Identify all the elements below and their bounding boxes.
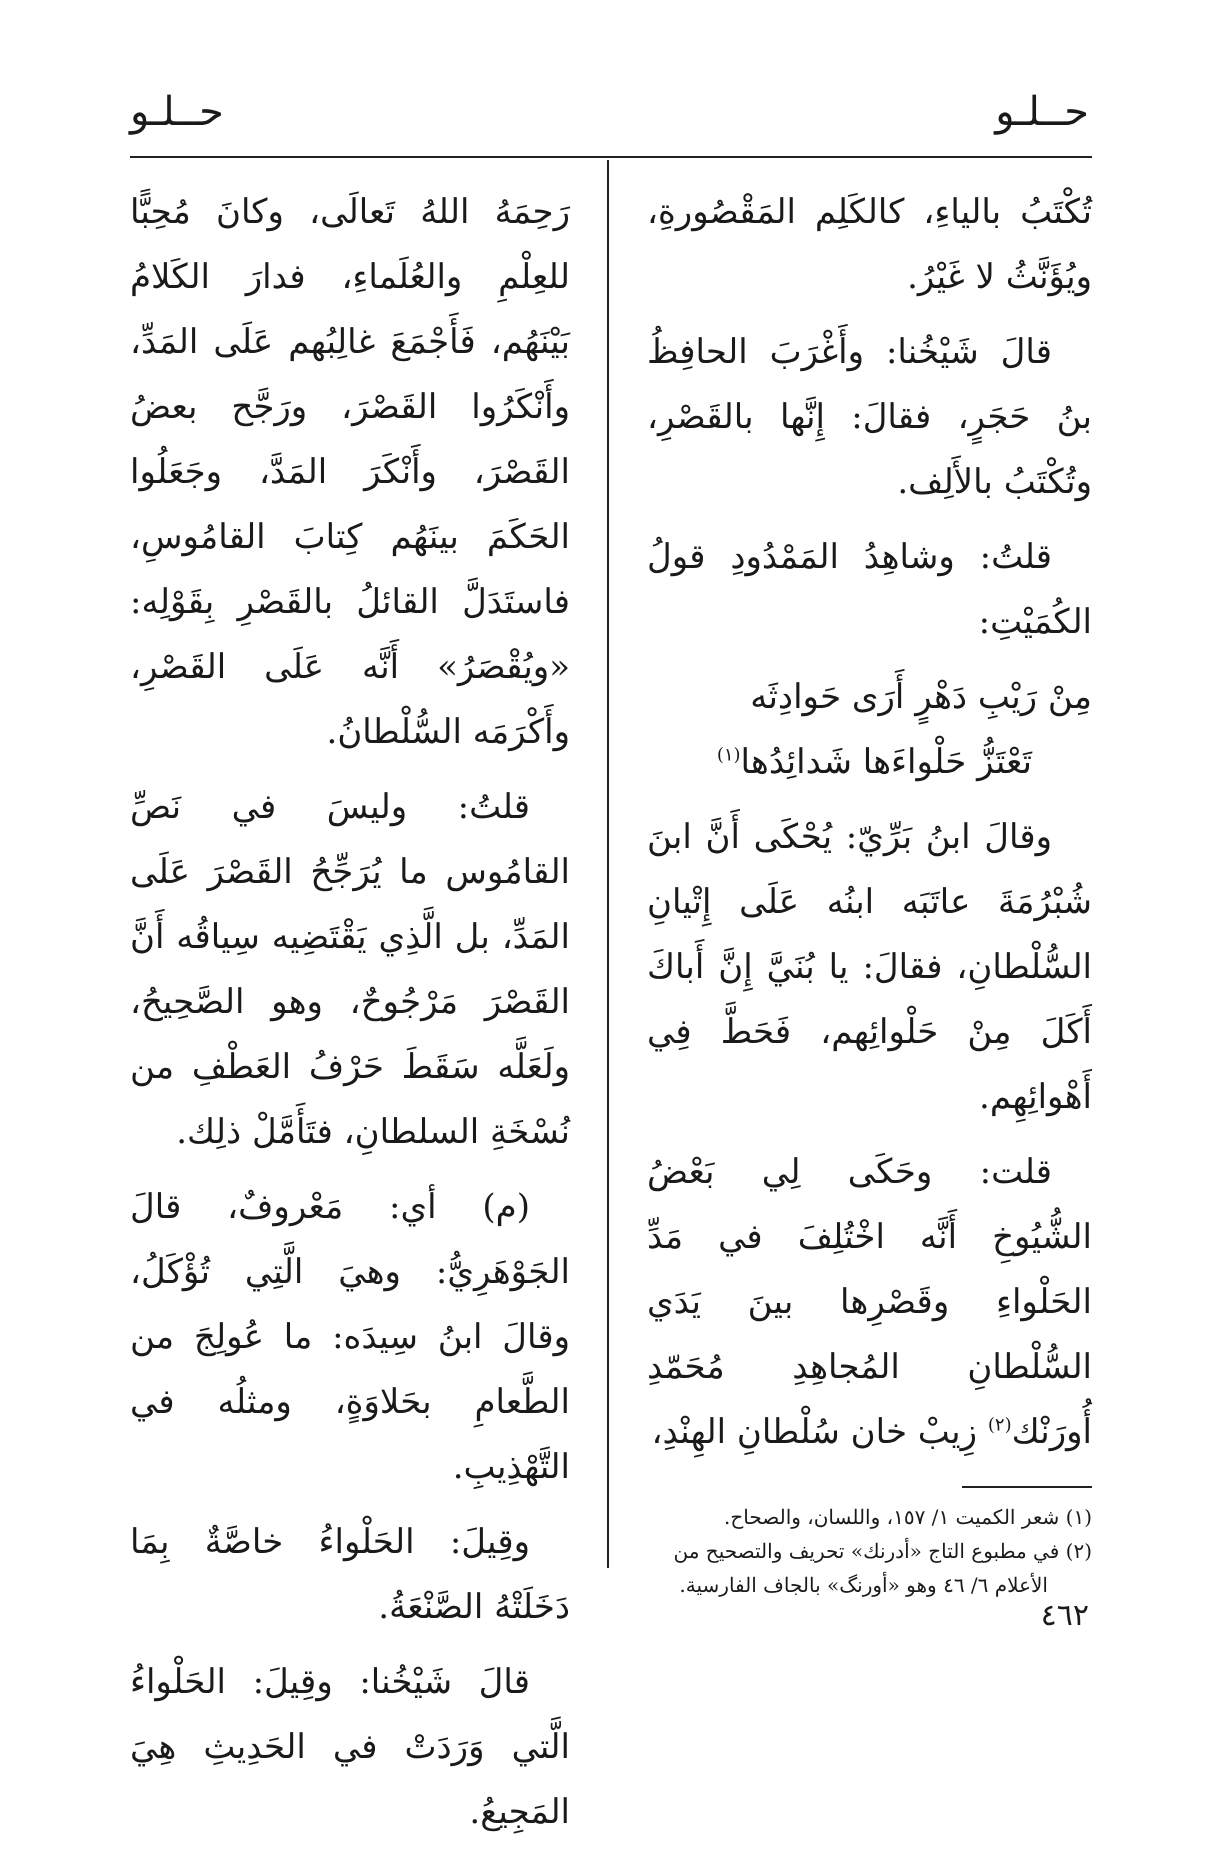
- column-divider: [607, 160, 609, 1568]
- verse-line-2-text: تَعْتَزُّ حَلْواءَها شَدائِدُها: [740, 742, 1032, 782]
- footnote-1: (١) شعر الكميت ١/ ١٥٧، واللسان، والصحاح.: [723, 1505, 1092, 1529]
- footnote-rule: [962, 1486, 1092, 1488]
- paragraph-text: قلت: وحَكَى لِي بَعْضُ الشُّيُوخِ أَنَّه اخْتُلِفَ في مَدِّ الحَلْواءِ وقَصْرِها بينَ يَدَي السُّلْطانِ المُجاهِدِ مُحَمّدِ أُورَنْك: [647, 1152, 1092, 1452]
- paragraph: وقِيلَ: الحَلْواءُ خاصَّةٌ بِمَا دَخَلَتْهُ الصَّنْعَةُ.: [130, 1522, 570, 1627]
- footnote-ref: (١): [716, 744, 741, 766]
- paragraph: قلتُ: وشاهِدُ المَمْدُودِ قولُ الكُمَيْتِ:: [647, 537, 1092, 642]
- right-column: [647, 180, 1092, 1475]
- verse: [647, 665, 1092, 795]
- header-rule: [130, 156, 1092, 158]
- footnote-2: (٢) في مطبوع التاج «أدرنك» تحريف والتصحيح من: [673, 1539, 1092, 1563]
- footnotes: [647, 1500, 1092, 1602]
- running-header-right: حــلـو: [995, 89, 1089, 135]
- paragraph: تُكْتَبُ بالياءِ، كالكَلِم المَقْصُورةِ، ويُؤَنَّثُ لا غَيْرُ.: [647, 192, 1092, 297]
- running-header-left: حــلـو: [130, 89, 224, 135]
- footnote-ref: (٢): [987, 1414, 1012, 1436]
- paragraph-text: زِيبْ خان سُلْطانِ الهِنْدِ،: [651, 1412, 988, 1452]
- paragraph: وقالَ ابنُ بَرِّيّ: يُحْكَى أَنَّ ابنَ شُبْرُمَةَ عاتَبَه ابنُه عَلَى إِتْيانِ السُّلْطانِ، فقالَ: يا بُنَيَّ إِنَّ أَباكَ أَكَلَ مِنْ حَلْوائِهم، فَحَطَّ فِي أَهْوائِهِم.: [647, 817, 1092, 1117]
- footnote-2-continued: الأعلام ٦/ ٤٦ وهو «أورنگ» بالجاف الفارسية.: [679, 1573, 1048, 1597]
- page-number: ٤٦٢: [1040, 1598, 1089, 1633]
- paragraph: قالَ شَيْخُنا: وأَغْرَبَ الحافِظُ بنُ حَجَرٍ، فقالَ: إِنَّها بالقَصْرِ، وتُكْتَبُ بالأَلِف.: [647, 332, 1092, 502]
- left-column: [130, 180, 570, 1855]
- paragraph: [647, 1140, 1092, 1465]
- paragraph: رَحِمَهُ اللهُ تَعالَى، وكانَ مُحِبًّا للعِلْمِ والعُلَماءِ، فدارَ الكَلامُ بَيْنَهُم، فَأَجْمَعَ غالِبُهم عَلَى المَدِّ، وأَنْكَرُوا القَصْرَ، ورَجَّح بعضُ القَصْرَ، وأَنْكَرَ المَدَّ، وجَعَلُوا الحَكَمَ بينَهُم كِتابَ القامُوسِ، فاستَدَلَّ القائلُ بالقَصْرِ بِقَوْلِه: «ويُقْصَرُ» أَنَّه عَلَى القَصْرِ، وأَكْرَمَه السُّلْطانُ.: [130, 192, 570, 752]
- paragraph: قلتُ: وليسَ في نَصِّ القامُوس ما يُرَجِّحُ القَصْرَ عَلَى المَدِّ، بل الَّذِي يَقْتَضِيه سِياقُه أَنَّ القَصْرَ مَرْجُوحٌ، وهو الصَّحِيحُ، ولَعَلَّه سَقَطَ حَرْفُ العَطْفِ من نُسْخَةِ السلطانِ، فتَأَمَّلْ ذلِك.: [130, 787, 570, 1152]
- paragraph: قالَ شَيْخُنا: وقِيلَ: الحَلْواءُ الَّتي وَرَدَتْ في الحَدِيثِ هِيَ المَجِيعُ.: [130, 1662, 570, 1832]
- verse-line-2: [647, 730, 1092, 795]
- paragraph: (م) أي: مَعْروفٌ، قالَ الجَوْهَرِيُّ: وهيَ الَّتِي تُؤْكَلُ، وقالَ ابنُ سِيدَه: ما عُولِجَ من الطَّعامِ بحَلاوَةٍ، ومثلُه في التَّهْذِيبِ.: [130, 1187, 570, 1487]
- verse-line-1: مِنْ رَيْبِ دَهْرٍ أَرَى حَوادِثَه: [750, 677, 1092, 717]
